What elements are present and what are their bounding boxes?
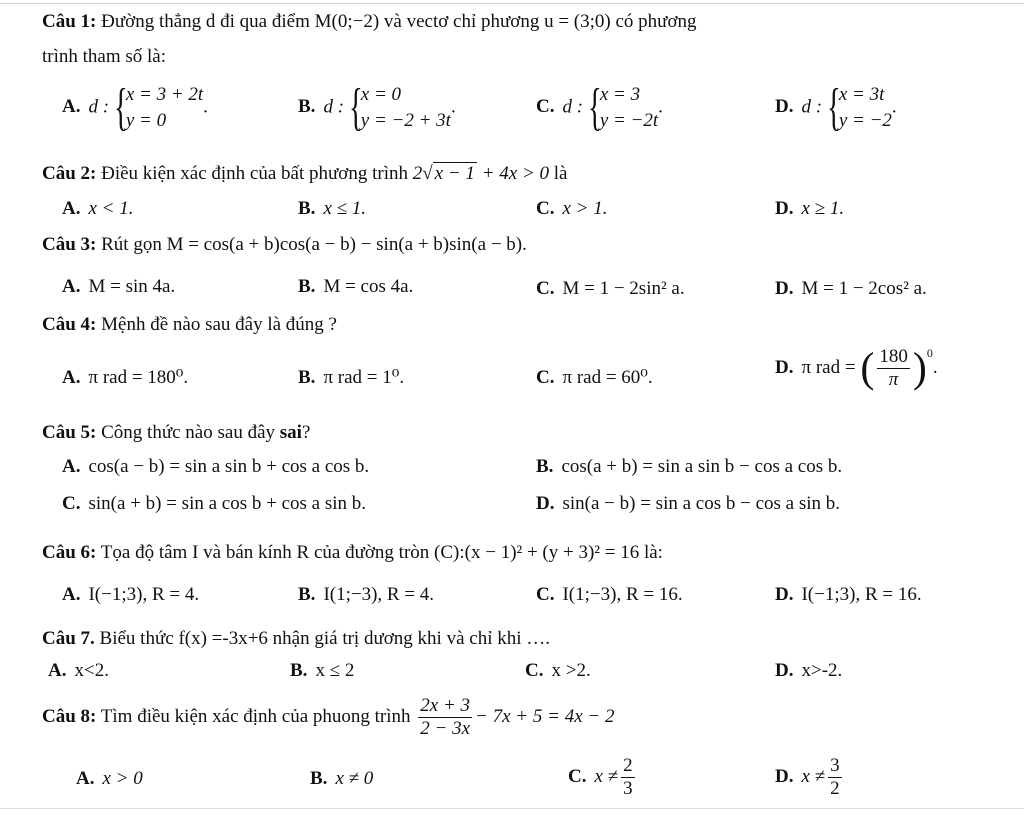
question-8-label: Câu 8:	[42, 706, 97, 727]
brace-icon: {	[826, 79, 841, 136]
fraction	[621, 755, 635, 800]
q4-option-b[interactable]	[298, 367, 404, 389]
question-5-text: Công thức nào sau đây	[101, 422, 276, 443]
q4-option-a[interactable]	[62, 367, 188, 389]
fraction-numerator: 3	[830, 755, 840, 776]
top-border	[0, 3, 1024, 4]
system-line-2: y = −2	[838, 110, 892, 131]
q5-option-c[interactable]	[62, 493, 366, 515]
system-line-1: x = 3	[599, 84, 641, 105]
option-label: B.	[298, 367, 316, 388]
option-text: x > 0	[102, 768, 143, 789]
option-label: C.	[525, 660, 544, 681]
question-2-label: Câu 2:	[42, 163, 97, 184]
option-label: B.	[298, 96, 316, 118]
q5-option-b[interactable]	[536, 456, 842, 478]
equation-system	[348, 79, 451, 136]
option-label: A.	[62, 198, 81, 219]
system-line-2: y = −2t	[599, 110, 659, 131]
fraction-denominator: π	[888, 369, 899, 390]
equation-rest: − 7x + 5 = 4x − 2	[475, 706, 615, 727]
option-prefix: x ≠	[801, 765, 826, 787]
option-suffix: .	[891, 96, 897, 118]
q6-option-b[interactable]	[298, 584, 434, 606]
question-1-line2	[42, 46, 166, 68]
question-1-text: Đường thẳng d đi qua điểm M(0;−2) và vectơ chỉ phương u = (3;0) có phương	[101, 11, 697, 32]
q7-option-c[interactable]	[525, 660, 591, 682]
sqrt-icon: √	[422, 163, 433, 184]
system-line-1: x = 3 + 2t	[125, 84, 204, 105]
q6-option-a[interactable]	[62, 584, 199, 606]
q2-option-a[interactable]	[62, 198, 134, 220]
q2-option-c[interactable]	[536, 198, 608, 220]
q7-option-a[interactable]	[48, 660, 109, 682]
left-paren-icon: (	[860, 345, 875, 392]
option-suffix: .	[932, 356, 938, 378]
option-prefix: x ≠	[594, 765, 619, 787]
equation-system	[113, 79, 204, 136]
option-text: M = cos 4a.	[323, 276, 414, 297]
option-label: C.	[536, 198, 555, 219]
option-text: π rad = 60⁰.	[562, 367, 653, 388]
question-6-label: Câu 6:	[42, 542, 97, 563]
q7-option-d[interactable]	[775, 660, 842, 682]
q4-option-c[interactable]	[536, 367, 653, 389]
fraction-numerator: 2	[623, 755, 633, 776]
option-text: I(−1;3), R = 16.	[801, 584, 922, 605]
q4-option-d[interactable]	[775, 346, 938, 391]
option-label: D.	[775, 278, 794, 299]
option-label: C.	[568, 765, 587, 787]
option-label: D.	[775, 660, 794, 681]
option-label: B.	[298, 198, 316, 219]
q5-option-a[interactable]	[62, 456, 369, 478]
q6-option-c[interactable]	[536, 584, 683, 606]
option-label: D.	[775, 765, 794, 787]
option-text: π rad = 1⁰.	[323, 367, 405, 388]
option-text: I(1;−3), R = 16.	[562, 584, 683, 605]
question-3-label: Câu 3:	[42, 234, 97, 255]
option-label: A.	[76, 768, 95, 789]
option-label: A.	[62, 456, 81, 477]
exponent: 0	[926, 346, 933, 360]
option-label: C.	[536, 367, 555, 388]
q1-option-d[interactable]	[775, 79, 897, 136]
question-4	[42, 314, 337, 336]
option-text: x ≤ 1.	[323, 198, 367, 219]
option-prefix: d :	[562, 96, 584, 118]
option-text: M = 1 − 2cos² a.	[801, 278, 927, 299]
option-suffix: .	[203, 96, 208, 118]
question-2-text: Điều kiện xác định của bất phương trình	[101, 163, 408, 184]
question-1	[42, 11, 697, 33]
fraction	[418, 695, 472, 740]
question-8	[42, 694, 614, 740]
option-text: x ≠ 0	[335, 768, 374, 789]
option-label: C.	[536, 584, 555, 605]
q8-option-d[interactable]	[775, 755, 845, 800]
q2-option-d[interactable]	[775, 198, 844, 220]
fraction-denominator: 2	[830, 778, 840, 799]
option-label: C.	[62, 493, 81, 514]
q3-option-b[interactable]	[298, 276, 413, 298]
question-4-label: Câu 4:	[42, 314, 97, 335]
option-text: x > 1.	[562, 198, 608, 219]
question-3	[42, 234, 527, 256]
option-text: I(−1;3), R = 4.	[88, 584, 200, 605]
q8-option-c[interactable]	[568, 755, 638, 800]
expr-rest: + 4x > 0	[481, 163, 550, 184]
option-prefix: d :	[88, 96, 110, 118]
system-line-1: x = 3t	[838, 84, 885, 105]
q1-option-c[interactable]	[536, 79, 663, 136]
option-label: D.	[775, 356, 794, 378]
fraction	[877, 346, 910, 391]
option-label: C.	[536, 96, 555, 118]
question-2-end: là	[553, 163, 568, 184]
question-2	[42, 163, 567, 185]
fraction-numerator: 2x + 3	[420, 695, 471, 717]
q5-option-d[interactable]	[536, 493, 840, 515]
question-5-emph: sai	[279, 422, 302, 443]
option-text: x >2.	[551, 660, 591, 681]
option-text: M = sin 4a.	[88, 276, 176, 297]
option-suffix: .	[450, 96, 456, 118]
equation-system	[826, 79, 892, 136]
option-label: C.	[536, 278, 555, 299]
fraction-denominator: 2 − 3x	[420, 718, 471, 740]
question-5-label: Câu 5:	[42, 422, 97, 443]
option-text: M = 1 − 2sin² a.	[562, 278, 685, 299]
option-suffix: .	[658, 96, 663, 118]
system-line-1: x = 0	[360, 84, 402, 105]
system-line-2: y = 0	[125, 110, 167, 131]
q1-option-a[interactable]	[62, 79, 208, 136]
q3-option-d[interactable]	[775, 278, 927, 300]
option-label: A.	[62, 96, 81, 118]
option-text: x ≤ 2	[315, 660, 355, 681]
option-label: D.	[775, 584, 794, 605]
question-5-end: ?	[301, 422, 311, 443]
option-text: x<2.	[74, 660, 109, 681]
question-6-text: Tọa độ tâm I và bán kính R của đường tròn (C):(x − 1)² + (y + 3)² = 16 là:	[100, 542, 663, 563]
q2-option-b[interactable]	[298, 198, 366, 220]
option-label: B.	[290, 660, 308, 681]
question-8-text: Tìm điều kiện xác định của phuong trình	[100, 706, 411, 727]
question-1-text-2: trình tham số là:	[42, 46, 167, 67]
question-7-label: Câu 7.	[42, 628, 95, 649]
option-text: x ≥ 1.	[801, 198, 845, 219]
system-line-2: y = −2 + 3t	[360, 110, 451, 131]
option-text: sin(a + b) = sin a cos b + cos a sin b.	[88, 493, 367, 514]
brace-icon: {	[587, 79, 602, 136]
option-label: B.	[298, 584, 316, 605]
option-text: cos(a − b) = sin a sin b + cos a cos b.	[88, 456, 370, 477]
question-3-text: Rút gọn M = cos(a + b)cos(a − b) − sin(a + b)sin(a − b).	[101, 234, 527, 255]
expr-radicand: x − 1	[434, 163, 475, 184]
fraction-numerator: 180	[879, 346, 908, 367]
option-label: D.	[775, 198, 794, 219]
option-prefix: π rad =	[801, 356, 856, 378]
option-label: B.	[298, 276, 316, 297]
question-7	[42, 628, 550, 650]
option-label: B.	[536, 456, 554, 477]
right-paren-icon: )	[912, 345, 927, 392]
question-1-label: Câu 1:	[42, 11, 97, 32]
option-text: x < 1.	[88, 198, 134, 219]
option-label: A.	[48, 660, 67, 681]
option-prefix: d :	[801, 96, 823, 118]
q7-option-b[interactable]	[290, 660, 354, 682]
option-text: cos(a + b) = sin a sin b − cos a cos b.	[561, 456, 843, 477]
q1-option-b[interactable]	[298, 79, 456, 136]
question-7-text: Biểu thức f(x) =-3x+6 nhận giá trị dương khi và chỉ khi ….	[99, 628, 551, 649]
bottom-border	[0, 808, 1024, 809]
brace-icon: {	[348, 79, 363, 136]
question-6	[42, 542, 663, 564]
option-label: A.	[62, 584, 81, 605]
question-5	[42, 422, 310, 444]
fraction	[828, 755, 842, 800]
question-4-text: Mệnh đề nào sau đây là đúng ?	[101, 314, 337, 335]
q3-option-c[interactable]	[536, 278, 685, 300]
option-label: A.	[62, 276, 81, 297]
option-text: I(1;−3), R = 4.	[323, 584, 435, 605]
option-label: D.	[775, 96, 794, 118]
option-label: A.	[62, 367, 81, 388]
option-text: x>-2.	[801, 660, 843, 681]
option-text: π rad = 180⁰.	[88, 367, 189, 388]
equation-system	[587, 79, 659, 136]
fraction-denominator: 3	[623, 778, 633, 799]
expr-coef: 2	[412, 163, 423, 184]
q3-option-a[interactable]	[62, 276, 175, 298]
brace-icon: {	[113, 79, 128, 136]
option-label: D.	[536, 493, 555, 514]
q6-option-d[interactable]	[775, 584, 922, 606]
q8-option-b[interactable]	[310, 768, 373, 790]
option-prefix: d :	[323, 96, 345, 118]
q8-option-a[interactable]	[76, 768, 143, 790]
option-label: B.	[310, 768, 328, 789]
option-text: sin(a − b) = sin a cos b − cos a sin b.	[562, 493, 841, 514]
